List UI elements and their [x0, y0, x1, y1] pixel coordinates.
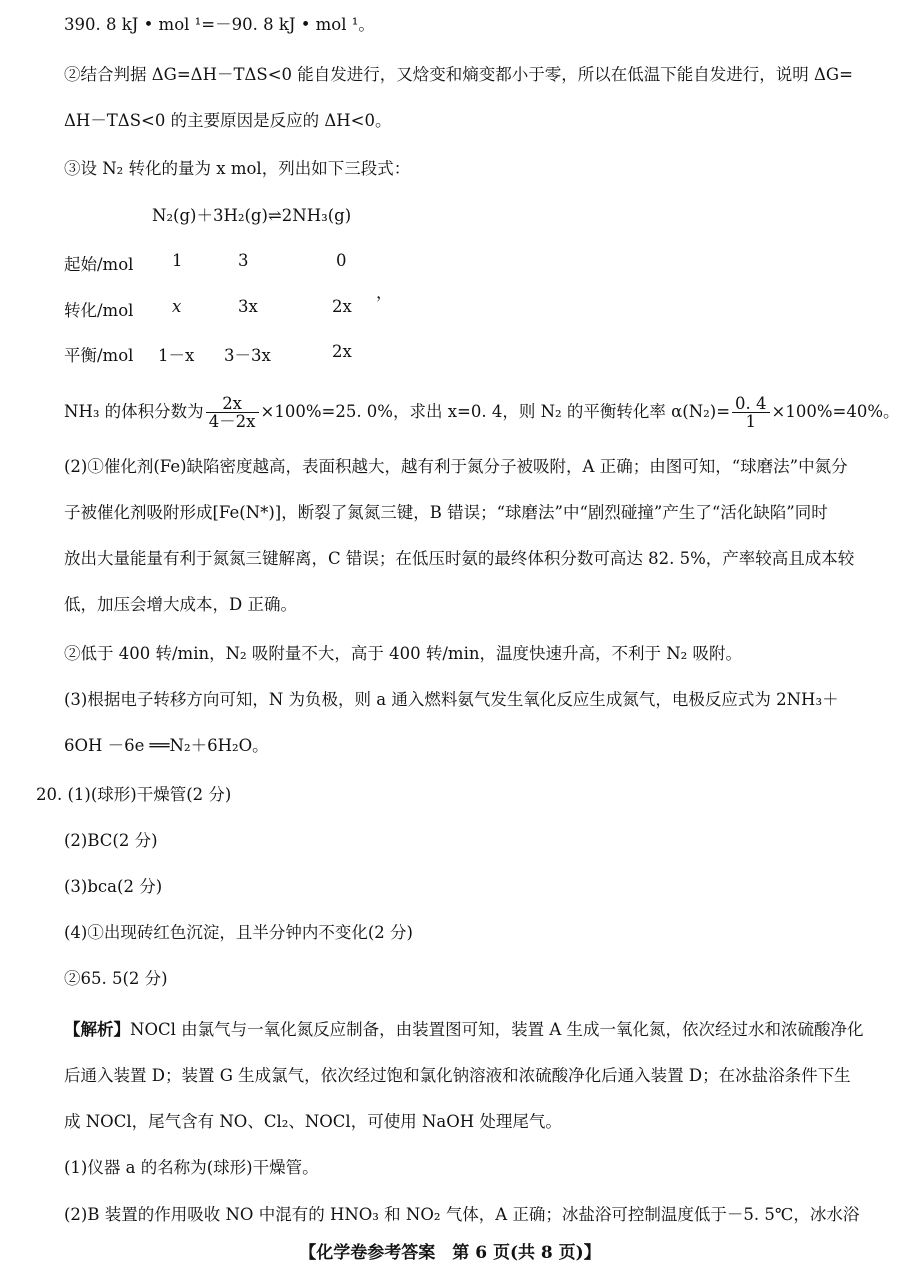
text-line: 子被催化剂吸附形成[Fe(N*)]，断裂了氮氮三键，B 错误；“球磨法”中“剧烈碰撞”产生了“活化缺陷”同时 [64, 503, 828, 522]
text-span: NH₃ 的体积分数为 [64, 402, 204, 421]
fraction [206, 395, 259, 430]
text-line: (3)bca(2 分) [64, 877, 163, 896]
table-row [64, 251, 424, 273]
text-line: ②65. 5(2 分) [64, 969, 168, 988]
analysis-line [64, 1019, 866, 1041]
cell: 2x [332, 297, 352, 316]
row-label: 转化/mol [64, 301, 134, 320]
cell: 3x [238, 297, 258, 316]
text-line: (4)①出现砖红色沉淀，且半分钟内不变化(2 分) [64, 923, 413, 942]
page-footer: 【化学卷参考答案 第 6 页(共 8 页)】 [299, 1243, 601, 1263]
analysis-label: 【解析】 [64, 1020, 130, 1039]
cell: 2x [332, 342, 352, 361]
row-label: 起始/mol [64, 255, 134, 274]
denominator: 1 [745, 412, 757, 431]
text-line: ②结合判据 ΔG=ΔH－TΔS<0 能自发进行，又焓变和熵变都小于零，所以在低温下能自发进行，说明 ΔG= [64, 65, 853, 84]
text-line: ②低于 400 转/min，N₂ 吸附量不大，高于 400 转/min，温度快速升高，不利于 N₂ 吸附。 [64, 644, 743, 663]
text-line: (3)根据电子转移方向可知，N 为负极，则 a 通入燃料氨气发生氧化反应生成氮气，电极反应式为 2NH₃＋ [64, 690, 839, 709]
cell: 1 [172, 251, 183, 270]
cell: x [172, 297, 182, 316]
text-line: (2)BC(2 分) [64, 831, 158, 850]
table-row [64, 342, 424, 364]
text-line: ③设 N₂ 转化的量为 x mol，列出如下三段式： [64, 159, 411, 178]
text-span: NOCl 由氯气与一氧化氮反应制备，由装置图可知，装置 A 生成一氧化氮，依次经过水和浓硫酸净化 [130, 1020, 864, 1039]
text-line: 成 NOCl，尾气含有 NO、Cl₂、NOCl，可使用 NaOH 处理尾气。 [64, 1112, 562, 1131]
cell: 0 [336, 251, 347, 270]
fraction [732, 395, 770, 430]
table-row [64, 283, 424, 320]
text-line: (2)①催化剂(Fe)缺陷密度越高，表面积越大，越有利于氮分子被吸附，A 正确；由图可知，“球磨法”中氮分 [64, 457, 848, 476]
text-line: ΔH－TΔS<0 的主要原因是反应的 ΔH<0。 [64, 111, 392, 130]
text-line: 6OH －6e ══N₂＋6H₂O。 [64, 736, 269, 755]
reaction-equation: N₂(g)＋3H₂(g)⇌2NH₃(g) [152, 206, 352, 225]
fraction-line [64, 392, 900, 432]
numerator: 2x [206, 395, 259, 413]
cell: 3－3x [224, 346, 271, 365]
text-line: 后通入装置 D；装置 G 生成氯气，依次经过饱和氯化钠溶液和浓硫酸净化后通入装置 D；在冰盐浴条件下生 [64, 1066, 851, 1085]
table-comma: ， [376, 283, 393, 302]
text-line: (2)B 装置的作用吸收 NO 中混有的 HNO₃ 和 NO₂ 气体，A 正确；冰盐浴可控制温度低于－5. 5℃，冰水浴 [64, 1205, 860, 1224]
cell: 3 [238, 251, 249, 270]
numerator: 0. 4 [732, 395, 770, 413]
text-line: 低，加压会增大成本，D 正确。 [64, 595, 297, 614]
denominator: 4－2x [208, 412, 256, 431]
cell: 1－x [158, 346, 195, 365]
text-line: 放出大量能量有利于氮氮三键解离，C 错误；在低压时氨的最终体积分数可高达 82. 5%，产率较高且成本较 [64, 549, 855, 568]
text-line: 390. 8 kJ • mol ¹=－90. 8 kJ • mol ¹。 [64, 15, 375, 34]
text-span: ×100%=40%。 [771, 402, 900, 421]
row-label: 平衡/mol [64, 346, 134, 365]
answer-heading: 20. (1)(球形)干燥管(2 分) [36, 785, 232, 804]
text-span: ×100%=25. 0%，求出 x=0. 4，则 N₂ 的平衡转化率 α(N₂)= [260, 402, 731, 421]
text-line: (1)仪器 a 的名称为(球形)干燥管。 [64, 1158, 319, 1177]
